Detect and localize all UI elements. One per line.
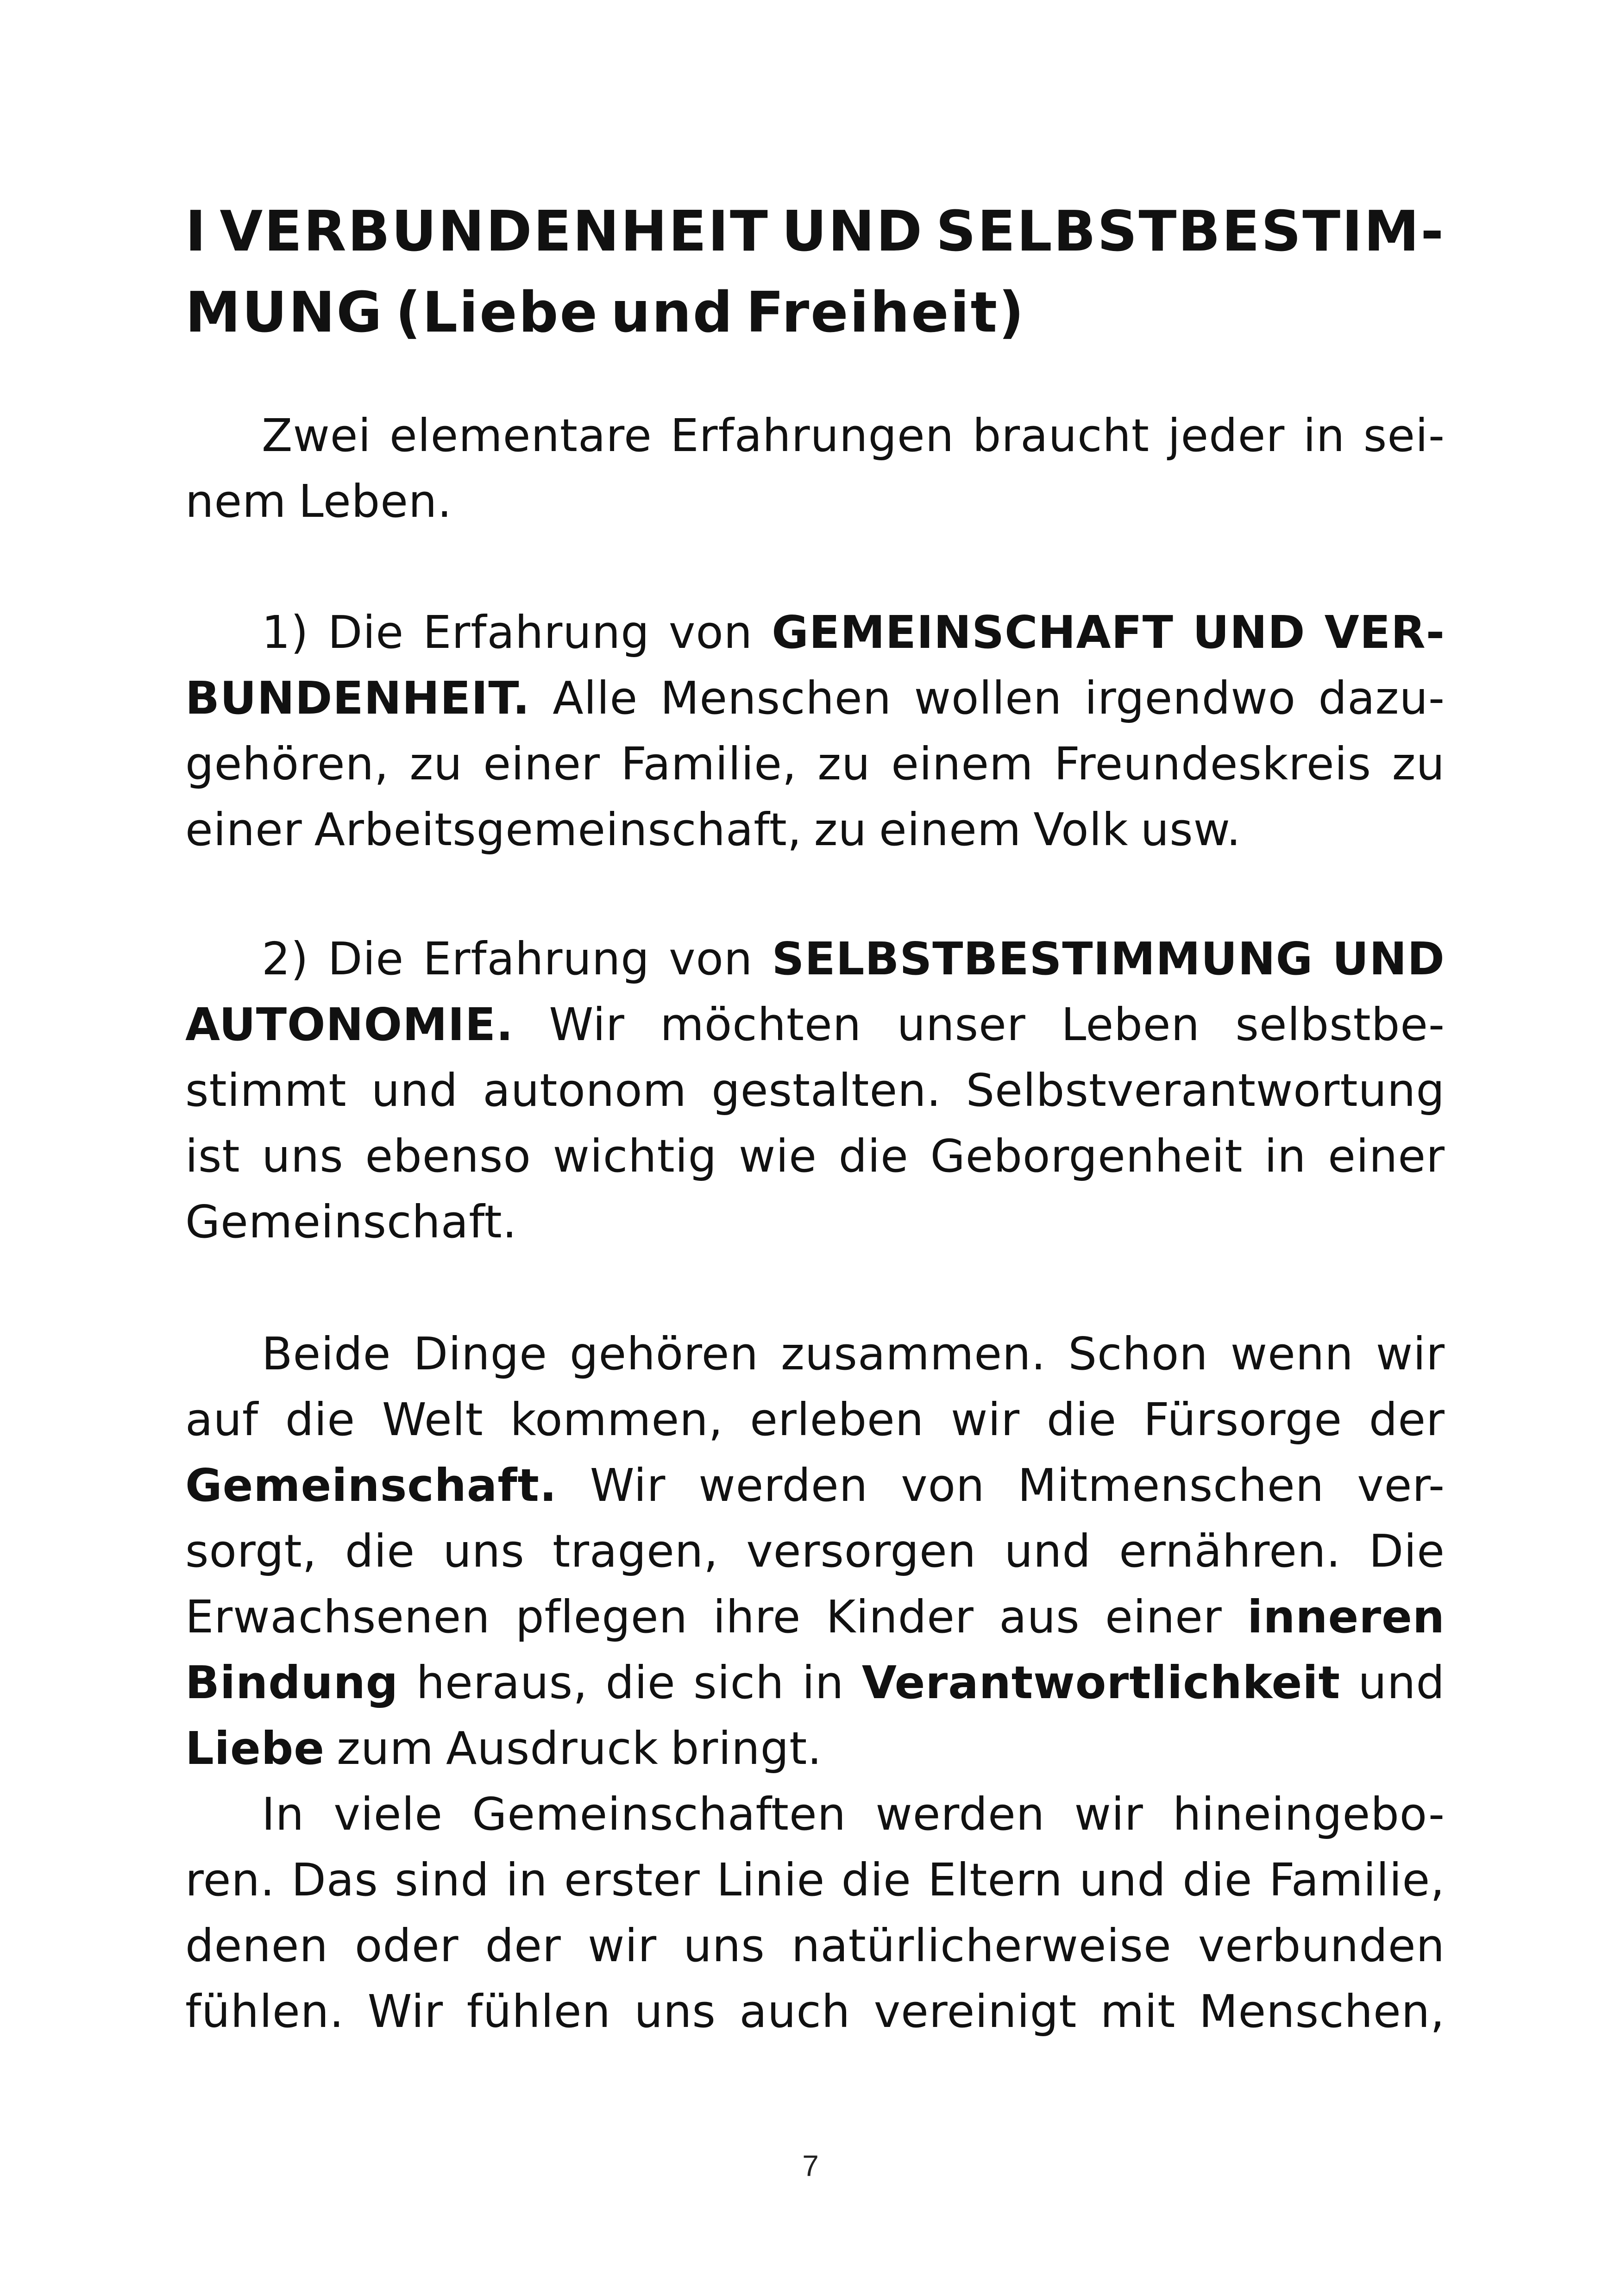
word: denen bbox=[185, 1919, 328, 1972]
word: Wir bbox=[367, 1985, 444, 2038]
word: in bbox=[506, 1853, 548, 1906]
word: Gemeinschaft. bbox=[185, 1195, 517, 1248]
word: kommen, bbox=[510, 1393, 723, 1446]
word: pflegen bbox=[515, 1590, 688, 1643]
word: uns bbox=[634, 1985, 716, 2038]
word: oder bbox=[355, 1919, 459, 1972]
heading-word: MUNG bbox=[185, 280, 383, 345]
heading-word: (Liebe bbox=[395, 280, 599, 345]
word: der bbox=[1369, 1393, 1445, 1446]
word: und bbox=[371, 1064, 459, 1117]
word: auf bbox=[185, 1393, 259, 1446]
word: mit bbox=[1100, 1985, 1176, 2038]
word: die bbox=[841, 1853, 911, 1906]
word: die bbox=[345, 1524, 415, 1577]
word: ihre bbox=[713, 1590, 801, 1643]
word: Wir bbox=[549, 998, 625, 1051]
text-line bbox=[185, 1845, 1445, 1914]
word: die bbox=[605, 1656, 676, 1709]
heading-line bbox=[185, 278, 1445, 347]
word: sei- bbox=[1363, 409, 1445, 462]
word: die bbox=[838, 1129, 909, 1182]
word: ren. bbox=[185, 1853, 275, 1906]
word: Erfahrung bbox=[423, 606, 650, 659]
word: wir bbox=[950, 1393, 1020, 1446]
text-line bbox=[185, 663, 1445, 733]
word: zu bbox=[817, 737, 871, 790]
word: Schon bbox=[1068, 1327, 1208, 1380]
word: von bbox=[669, 932, 753, 985]
heading-line bbox=[185, 197, 1445, 266]
word: Linie bbox=[716, 1853, 825, 1906]
text-line bbox=[185, 1385, 1445, 1454]
word: in bbox=[802, 1656, 844, 1709]
word: gehören, bbox=[185, 737, 389, 790]
text-line bbox=[185, 1055, 1445, 1125]
word: fühlen. bbox=[185, 1985, 345, 2038]
word: Ausdruck bbox=[446, 1722, 659, 1775]
word: dazu- bbox=[1318, 671, 1445, 724]
word: Kinder bbox=[826, 1590, 974, 1643]
word: wir bbox=[587, 1919, 657, 1972]
word: einer bbox=[483, 737, 600, 790]
bold-word: UND bbox=[1193, 606, 1306, 659]
word: erleben bbox=[750, 1393, 924, 1446]
word: Menschen bbox=[660, 671, 892, 724]
word: von bbox=[901, 1459, 985, 1512]
word: wir bbox=[1376, 1327, 1445, 1380]
word: die bbox=[285, 1393, 356, 1446]
word: verbunden bbox=[1198, 1919, 1445, 1972]
word: Erwachsenen bbox=[185, 1590, 490, 1643]
word: In bbox=[262, 1788, 305, 1840]
word: heraus, bbox=[416, 1656, 588, 1709]
word: zu bbox=[1392, 737, 1445, 790]
word: Alle bbox=[553, 671, 638, 724]
page-number: 7 bbox=[802, 2149, 819, 2183]
word: von bbox=[668, 606, 753, 659]
word: Die bbox=[1369, 1524, 1445, 1577]
bold-word: UND bbox=[1332, 932, 1445, 985]
word: Geborgenheit bbox=[930, 1129, 1243, 1182]
word: zusammen. bbox=[781, 1327, 1046, 1380]
word: versorgen bbox=[746, 1524, 977, 1577]
word: Menschen, bbox=[1199, 1985, 1445, 2038]
word: selbstbe- bbox=[1235, 998, 1445, 1051]
word: auch bbox=[739, 1985, 851, 2038]
word: sind bbox=[395, 1853, 490, 1906]
bold-word: AUTONOMIE. bbox=[185, 998, 514, 1051]
word: fühlen bbox=[466, 1985, 611, 2038]
word: wichtig bbox=[553, 1129, 717, 1182]
text-line bbox=[185, 1450, 1445, 1520]
heading-word: Freiheit) bbox=[746, 280, 1025, 345]
word: Familie, bbox=[1269, 1853, 1445, 1906]
heading-word: SELBSTBESTIM- bbox=[936, 199, 1445, 264]
word: Dinge bbox=[413, 1327, 547, 1380]
word: viele bbox=[333, 1788, 443, 1840]
word: Wir bbox=[590, 1459, 666, 1512]
word: einer bbox=[185, 803, 302, 856]
word: Freundeskreis bbox=[1054, 737, 1372, 790]
bold-word: Liebe bbox=[185, 1722, 325, 1775]
word: unser bbox=[897, 998, 1026, 1051]
text-line bbox=[185, 1713, 1445, 1783]
text-line bbox=[185, 1911, 1445, 1980]
document-page bbox=[185, 0, 1445, 2296]
word: Mitmenschen bbox=[1018, 1459, 1325, 1512]
word: sorgt, bbox=[185, 1524, 317, 1577]
word: autonom bbox=[483, 1064, 687, 1117]
word: gehören bbox=[569, 1327, 759, 1380]
word: zum bbox=[337, 1722, 434, 1775]
word: Das bbox=[291, 1853, 378, 1906]
bold-word: inneren bbox=[1247, 1590, 1445, 1643]
word: einer bbox=[1328, 1129, 1445, 1182]
text-line bbox=[262, 1319, 1445, 1388]
word: in bbox=[1303, 409, 1345, 462]
word: Selbstverantwortung bbox=[966, 1064, 1445, 1117]
word: und bbox=[1004, 1524, 1091, 1577]
word: bringt. bbox=[670, 1722, 823, 1775]
word: natürlicherweise bbox=[791, 1919, 1172, 1972]
word: irgendwo bbox=[1084, 671, 1296, 724]
text-line bbox=[185, 1516, 1445, 1586]
bold-word: BUNDENHEIT. bbox=[185, 671, 530, 724]
word: uns bbox=[443, 1524, 525, 1577]
word: der bbox=[485, 1919, 561, 1972]
word: ver- bbox=[1357, 1459, 1445, 1512]
word: die bbox=[1046, 1393, 1117, 1446]
word: Fürsorge bbox=[1143, 1393, 1343, 1446]
word: Leben. bbox=[298, 475, 452, 527]
word: Volk bbox=[1033, 803, 1129, 856]
word: erster bbox=[564, 1853, 700, 1906]
text-line bbox=[185, 1582, 1445, 1651]
word: einem bbox=[879, 803, 1022, 856]
word: ist bbox=[185, 1129, 240, 1182]
word: ebenso bbox=[365, 1129, 531, 1182]
word: und bbox=[1358, 1656, 1445, 1709]
bold-word: GEMEINSCHAFT bbox=[772, 606, 1174, 659]
word: gestalten. bbox=[711, 1064, 942, 1117]
word: Beide bbox=[262, 1327, 391, 1380]
text-line bbox=[185, 729, 1445, 798]
word: Die bbox=[327, 606, 404, 659]
word: uns bbox=[262, 1129, 344, 1182]
word: Arbeitsgemeinschaft, bbox=[314, 803, 802, 856]
word: werden bbox=[698, 1459, 868, 1512]
text-line bbox=[185, 990, 1445, 1059]
text-line bbox=[185, 1976, 1445, 2046]
heading-word: und bbox=[610, 280, 734, 345]
word: Welt bbox=[382, 1393, 484, 1446]
word: sich bbox=[693, 1656, 785, 1709]
word: wollen bbox=[914, 671, 1062, 724]
word: 1) bbox=[262, 606, 309, 659]
word: werden bbox=[875, 1788, 1045, 1840]
bold-word: VER- bbox=[1324, 606, 1445, 659]
word: jeder bbox=[1168, 409, 1285, 462]
word: Eltern bbox=[928, 1853, 1063, 1906]
word: hineingebo- bbox=[1172, 1788, 1445, 1840]
word: tragen, bbox=[553, 1524, 719, 1577]
text-line bbox=[185, 1648, 1445, 1717]
heading-word: I bbox=[185, 199, 207, 264]
word: vereinigt bbox=[873, 1985, 1077, 2038]
text-line bbox=[185, 1187, 1445, 1256]
word: 2) bbox=[262, 932, 309, 985]
word: zu bbox=[814, 803, 867, 856]
word: Zwei bbox=[262, 409, 371, 462]
text-line bbox=[262, 1779, 1445, 1849]
word: Leben bbox=[1061, 998, 1200, 1051]
word: möchten bbox=[660, 998, 862, 1051]
word: stimmt bbox=[185, 1064, 347, 1117]
word: einer bbox=[1105, 1590, 1222, 1643]
word: Gemeinschaften bbox=[472, 1788, 847, 1840]
text-line bbox=[262, 401, 1445, 470]
word: und bbox=[1079, 1853, 1166, 1906]
word: wenn bbox=[1230, 1327, 1354, 1380]
bold-word: Bindung bbox=[185, 1656, 399, 1709]
word: nem bbox=[185, 475, 287, 527]
heading-word: UND bbox=[781, 199, 924, 264]
bold-word: Verantwortlichkeit bbox=[861, 1656, 1340, 1709]
word: wie bbox=[738, 1129, 817, 1182]
text-line bbox=[185, 795, 1445, 864]
heading-word: VERBUNDENHEIT bbox=[220, 199, 769, 264]
word: einem bbox=[891, 737, 1034, 790]
bold-word: SELBSTBESTIMMUNG bbox=[772, 932, 1313, 985]
text-line bbox=[185, 1121, 1445, 1191]
word: elementare bbox=[389, 409, 652, 462]
word: wir bbox=[1074, 1788, 1143, 1840]
word: die bbox=[1182, 1853, 1253, 1906]
text-line bbox=[185, 466, 1445, 536]
word: zu bbox=[409, 737, 463, 790]
word: ernähren. bbox=[1119, 1524, 1341, 1577]
word: Die bbox=[327, 932, 404, 985]
text-line bbox=[262, 597, 1445, 667]
word: aus bbox=[999, 1590, 1080, 1643]
word: braucht bbox=[972, 409, 1150, 462]
word: Familie, bbox=[621, 737, 797, 790]
word: in bbox=[1264, 1129, 1307, 1182]
word: Erfahrungen bbox=[670, 409, 955, 462]
text-line bbox=[262, 924, 1445, 993]
word: Erfahrung bbox=[423, 932, 650, 985]
word: uns bbox=[683, 1919, 765, 1972]
bold-word: Gemeinschaft. bbox=[185, 1459, 557, 1512]
word: usw. bbox=[1140, 803, 1241, 856]
